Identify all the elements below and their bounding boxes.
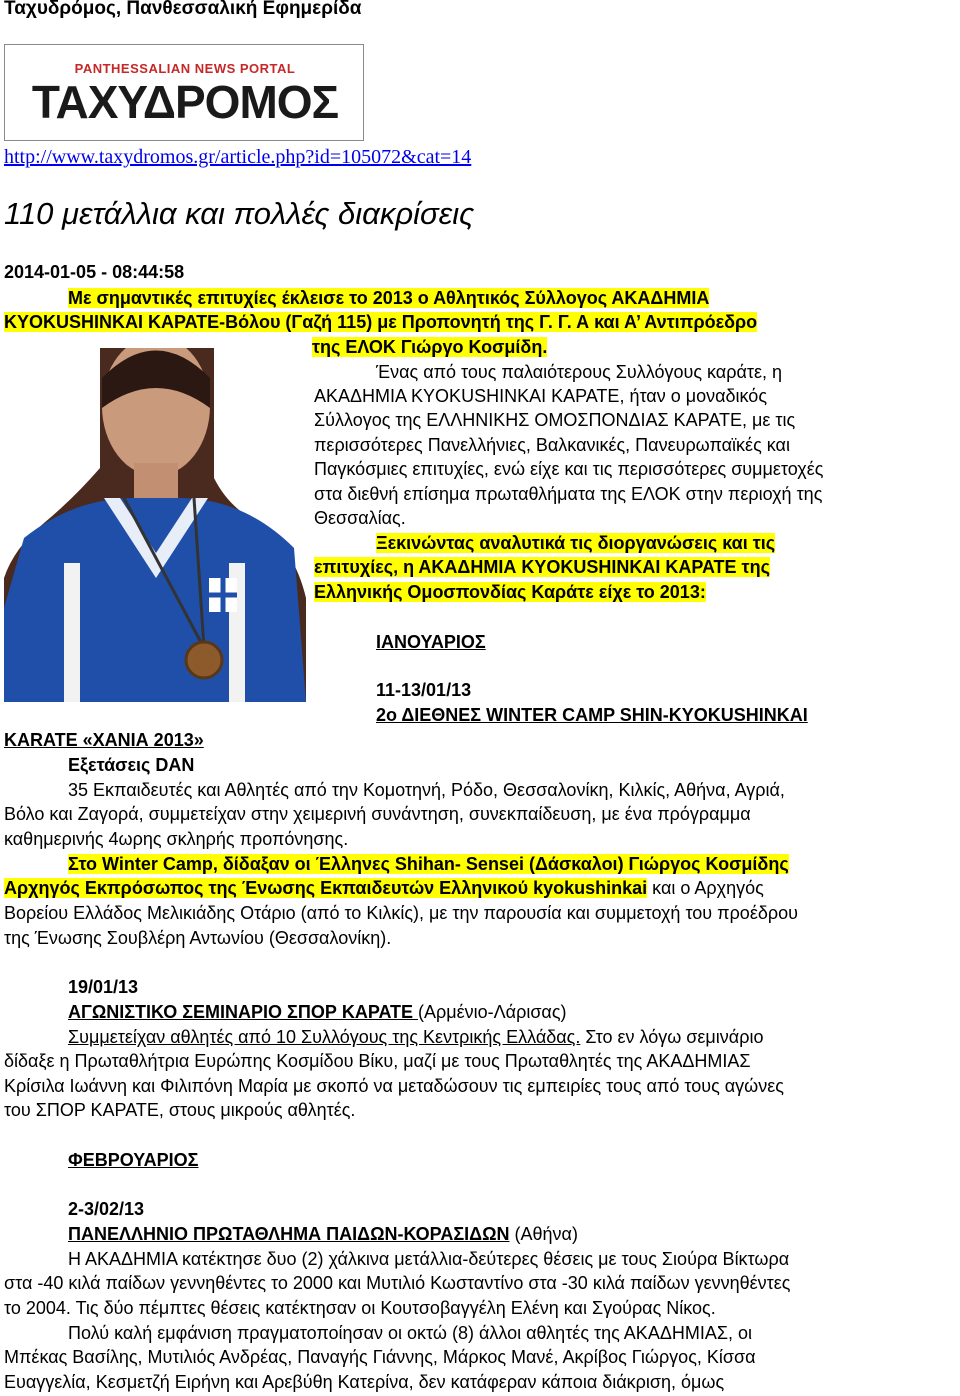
event-title: ΑΓΩΝΙΣΤΙΚΟ ΣΕΜΙΝΑΡΙΟ ΣΠΟΡ ΚΑΡΑΤΕ (Αρμένιο-Λάρισας) <box>68 1002 567 1022</box>
publish-date: 2014-01-05 - 08:44:58 <box>4 262 185 282</box>
athlete-photo <box>4 348 306 702</box>
event-body-line-6: Ευαγγελία, Κεσμετζή Ειρήνη και Αρεβύθη Κατερίνα, δεν κατάφεραν κάποια διάκριση, όμως <box>4 1372 725 1392</box>
camp-line-1: Στο Winter Camp, δίδαξαν οι Έλληνες Shihan- Sensei (Δάσκαλοι) Γιώργος Κοσμίδης <box>68 854 789 874</box>
camp-line-4: της Ένωσης Σουβλέρη Αντωνίου (Θεσσαλονίκη). <box>4 928 392 948</box>
logo-subtitle: PANTHESSALIAN NEWS PORTAL <box>74 61 296 76</box>
events-intro-line-1: Ξεκινώντας αναλυτικά τις διοργανώσεις και τις <box>376 533 776 553</box>
event-title-line-1: 2ο ΔΙΕΘΝΕΣ WINTER CAMP SHIN-KYOKUSHINKAI <box>376 705 808 725</box>
logo-title: ΤΑΧΥΔΡΟΜΟΣ <box>31 76 339 128</box>
event-title: ΠΑΝΕΛΛΗΝΙΟ ΠΡΩΤΑΘΛΗΜΑ ΠΑΙΔΩΝ-ΚΟΡΑΣΙΔΩΝ (Αθήνα) <box>68 1224 578 1244</box>
month-january: ΙΑΝΟΥΑΡΙΟΣ <box>376 632 486 652</box>
event-body-line-3: καθημερινής 4ωρης σκληρής προπόνησης. <box>4 829 349 849</box>
intro-line-3: Σύλλογος της ΕΛΛΗΝΙΚΗΣ ΟΜΟΣΠΟΝΔΙΑΣ ΚΑΡΑΤΕ, με τις <box>314 410 796 430</box>
event-body-line-2: Βόλο και Ζαγορά, συμμετείχαν στην χειμερινή συνάντηση, συνεκπαίδευση, με ένα πρόγραμμα <box>4 804 751 824</box>
intro-line-4: περισσότερες Πανελλήνιες, Βαλκανικές, Πανευρωπαϊκές και <box>314 435 790 455</box>
site-title: Ταχυδρόμος, Πανθεσσαλική Εφημερίδα <box>4 0 362 19</box>
event-body-line-4: του ΣΠΟΡ ΚΑΡΑΤΕ, στους μικρούς αθλητές. <box>4 1100 356 1120</box>
intro-line-5: Παγκόσμιες επιτυχίες, ενώ είχε και τις περισσότερες συμμετοχές <box>314 459 824 479</box>
events-intro-line-2: επιτυχίες, η ΑΚΑΔΗΜΙΑ KYOKUSHINKAI ΚΑΡΑΤΕ της <box>314 557 770 577</box>
event-date: 2-3/02/13 <box>68 1199 145 1219</box>
lead-line-1: Με σημαντικές επιτυχίες έκλεισε το 2013 ο Αθλητικός Σύλλογος ΑΚΑΔΗΜΙΑ <box>68 288 710 308</box>
camp-line-2: Αρχηγός Εκπρόσωπος της Ένωσης Εκπαιδευτών Ελληνικού kyokushinkai και ο Αρχηγός <box>4 878 764 898</box>
camp-line-3: Βορείου Ελλάδος Μελικιάδης Οτάριο (από το Κιλκίς), με την παρουσία και συμμετοχή του προέδρου <box>4 903 798 923</box>
intro-line-7: Θεσσαλίας. <box>314 508 406 528</box>
article-url-link[interactable]: http://www.taxydromos.gr/article.php?id=105072&cat=14 <box>4 146 472 168</box>
intro-line-1: Ένας από τους παλαιότερους Συλλόγους καράτε, η <box>376 362 783 382</box>
event-body-line-1: 35 Εκπαιδευτές και Αθλητές από την Κομοτηνή, Ρόδο, Θεσσαλονίκη, Κιλκίς, Αθήνα, Αγριά, <box>68 780 785 800</box>
article-headline: 110 μετάλλια και πολλές διακρίσεις <box>4 196 475 231</box>
event-title-line-2: ΚΑRATE «ΧΑΝΙΑ 2013» <box>4 730 204 750</box>
event-body-line-3: Κρίσιλα Ιωάννη και Φιλιπόνη Μαρία με σκοπό να μεταδώσουν τις εμπειρίες τους από τους αγώνες <box>4 1076 784 1096</box>
newspaper-logo <box>4 44 364 141</box>
event-body-line-1: Η ΑΚΑΔΗΜΙΑ κατέκτησε δυο (2) χάλκινα μετάλλια-δεύτερες θέσεις με τους Σιούρα Βίκτωρα <box>68 1249 790 1269</box>
event-body-line-4: Πολύ καλή εμφάνιση πραγματοποίησαν οι οκτώ (8) άλλοι αθλητές της ΑΚΑΔΗΜΙΑΣ, οι <box>68 1323 752 1343</box>
event-body-line-2: δίδαξε η Πρωταθλήτρια Ευρώπης Κοσμίδου Βίκυ, μαζί με τους Πρωταθλητές της ΑΚΑΔΗΜΙΑΣ <box>4 1051 751 1071</box>
event-date: 11-13/01/13 <box>376 680 472 700</box>
event-body-line-1: Συμμετείχαν αθλητές από 10 Συλλόγους της Κεντρικής Ελλάδας. Στο εν λόγω σεμινάριο <box>68 1027 764 1047</box>
event-subtitle: Εξετάσεις DAN <box>68 755 195 775</box>
event-body-line-3: το 2004. Τις δύο πέμπτες θέσεις κατέκτησαν οι Κουτσοβαγγέλη Ελένη και Σγούρας Νίκος. <box>4 1298 716 1318</box>
intro-line-6: στα διεθνή επίσημα πρωταθλήματα της ΕΛΟΚ στην περιοχή της <box>314 484 823 504</box>
lead-line-3: της ΕΛΟΚ Γιώργο Κοσμίδη. <box>312 337 548 357</box>
event-date: 19/01/13 <box>68 977 139 997</box>
intro-line-2: ΑΚΑΔΗΜΙΑ KYOKUSHINKAI ΚΑΡΑΤΕ, ήταν ο μοναδικός <box>314 386 767 406</box>
month-february: ΦΕΒΡΟΥΑΡΙΟΣ <box>68 1150 199 1170</box>
event-body-line-2: στα -40 κιλά παίδων γεννηθέντες το 2000 και Μυτιλιό Κωσταντίνο στα -30 κιλά παίδων γεννηθέντες <box>4 1273 791 1293</box>
events-intro-line-3: Ελληνικής Ομοσπονδίας Καράτε είχε το 2013: <box>314 582 706 602</box>
lead-line-2: KYOKUSHINKAI ΚΑΡΑΤΕ-Βόλου (Γαζή 115) με Προπονητή της Γ. Γ. Α και Α’ Αντιπρόεδρο <box>4 312 758 332</box>
event-body-line-5: Μπέκας Βασίλης, Μυτιλιός Ανδρέας, Παναγής Γιάννης, Μάρκος Μανέ, Ακρίβος Γιώργος, Κίσσα <box>4 1347 756 1367</box>
